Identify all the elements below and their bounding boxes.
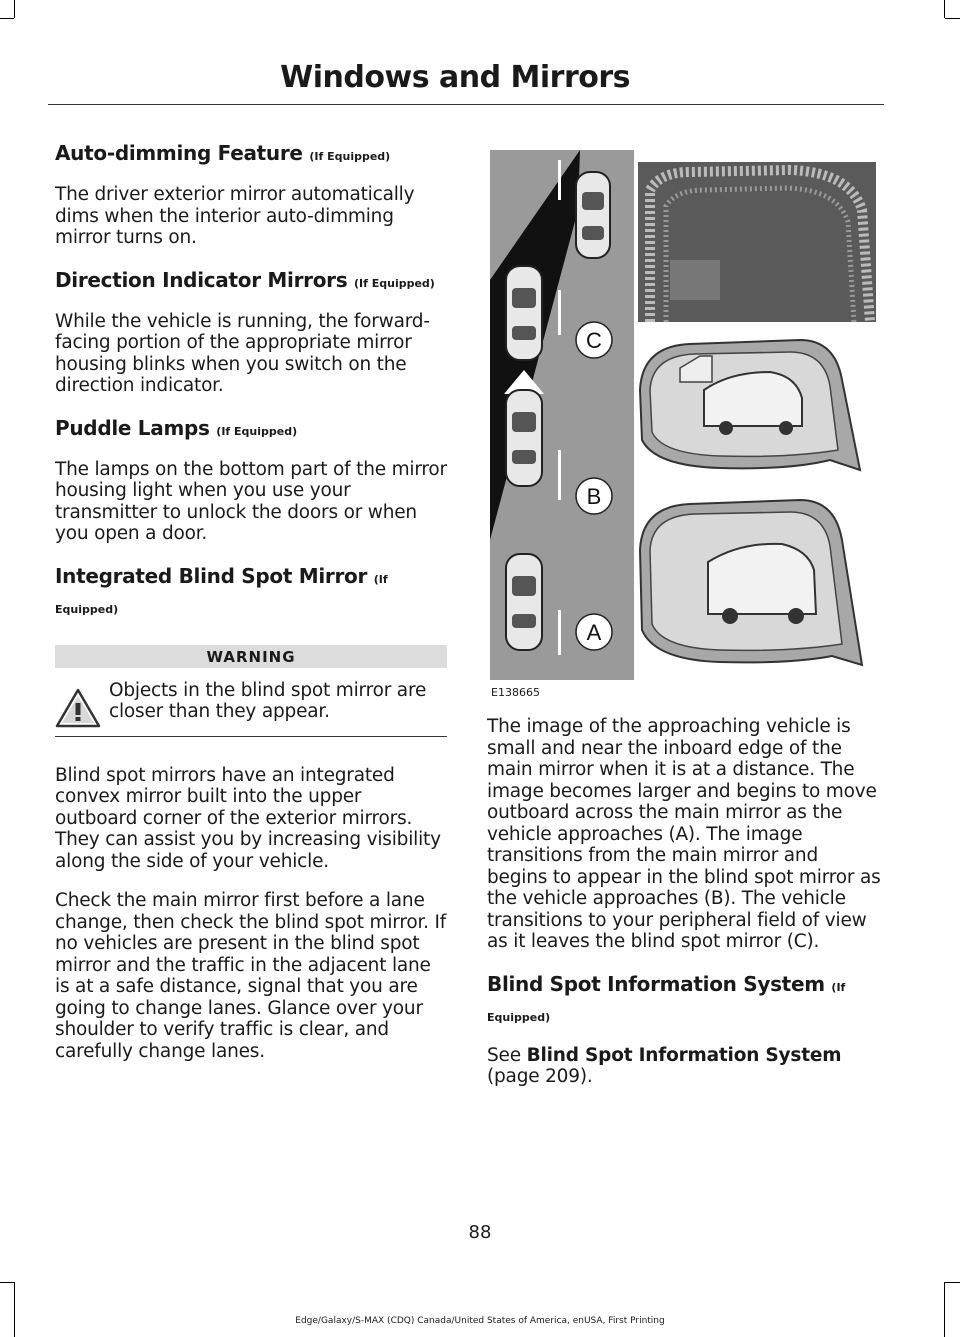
paragraph: Check the main mirror first before a lane change, then check the blind spot mirror. If no vehicles are present in the blind spot mirror and the traffic in the adjacent lane is at a safe distance, signal that you are going to change lanes. Glance over your shoulder to verify traffic is clear, and carefully change lanes. bbox=[55, 890, 447, 1062]
right-column bbox=[487, 716, 882, 1106]
section-heading bbox=[487, 971, 882, 1031]
crop-mark bbox=[14, 0, 15, 18]
header-divider bbox=[48, 104, 884, 105]
section-heading bbox=[55, 415, 447, 445]
car-icon bbox=[506, 266, 542, 360]
footer-text: Edge/Galaxy/S-MAX (CDQ) Canada/United States of America, enUSA, First Printing bbox=[295, 1316, 665, 1326]
warning-triangle-icon bbox=[55, 688, 101, 728]
svg-text:C: C bbox=[586, 328, 602, 353]
mirror-view-b bbox=[640, 340, 860, 470]
paragraph: The lamps on the bottom part of the mirror housing light when you use your transmitter to unlock the doors or when you open a door. bbox=[55, 458, 447, 544]
crop-mark bbox=[14, 1282, 15, 1337]
car-icon bbox=[576, 172, 610, 258]
equipped-note: (If Equipped) bbox=[55, 572, 388, 616]
page-reference: (page 209). bbox=[487, 1066, 593, 1087]
paragraph: While the vehicle is running, the forward-facing portion of the appropriate mirror housing blinks when you switch on the direction indicator. bbox=[55, 310, 430, 396]
crop-mark bbox=[944, 1282, 945, 1337]
crop-mark bbox=[945, 18, 960, 19]
car-icon bbox=[506, 390, 542, 486]
heading-text: Integrated Blind Spot Mirror bbox=[55, 563, 368, 588]
crop-mark bbox=[0, 1282, 14, 1283]
section-heading bbox=[55, 267, 447, 297]
warning-text: Objects in the blind spot mirror are closer than they appear. bbox=[109, 679, 427, 722]
left-column bbox=[55, 140, 447, 1080]
equipped-note: (If Equipped) bbox=[354, 276, 435, 290]
paragraph: The image of the approaching vehicle is small and near the inboard edge of the main mirror when it is at a distance. The image becomes larger and begins to move outboard across the main mirror as the vehicle approaches (A). The image transitions from the main mirror and begins to appear in the blind spot mirror as the vehicle approaches (B). The vehicle transitions to your peripheral field of view as it leaves the blind spot mirror (C). bbox=[487, 716, 881, 952]
heading-text: Auto-dimming Feature bbox=[55, 141, 303, 165]
heading-text: Puddle Lamps bbox=[55, 415, 210, 440]
section-heading bbox=[55, 563, 447, 623]
warning-box bbox=[55, 668, 447, 737]
label-b bbox=[576, 478, 612, 514]
peripheral-view-panel bbox=[638, 162, 876, 322]
blind-spot-mirror-figure bbox=[490, 150, 880, 685]
svg-text:B: B bbox=[586, 484, 602, 509]
equipped-note: (If Equipped) bbox=[487, 980, 846, 1024]
page-title: Windows and Mirrors bbox=[280, 60, 630, 95]
crop-mark bbox=[945, 1282, 960, 1283]
section-heading bbox=[55, 140, 447, 170]
paragraph: Blind spot mirrors have an integrated convex mirror built into the upper outboard corner of the exterior mirrors. They can assist you by increasing visibility along the side of your vehicle. bbox=[55, 764, 441, 872]
warning-header: WARNING bbox=[55, 645, 447, 668]
crop-mark bbox=[0, 18, 14, 19]
label-c bbox=[576, 322, 612, 358]
equipped-note: (If Equipped) bbox=[309, 150, 391, 163]
mirror-view-a bbox=[640, 500, 862, 665]
crop-mark bbox=[944, 0, 945, 18]
svg-text:A: A bbox=[586, 620, 602, 645]
figure-code: E138665 bbox=[491, 686, 540, 699]
heading-text: Direction Indicator Mirrors bbox=[55, 267, 348, 292]
heading-text: Blind Spot Information System bbox=[487, 971, 825, 996]
paragraph: The driver exterior mirror automatically dims when the interior auto-dimming mirror turns on. bbox=[55, 184, 415, 248]
see-prefix: See bbox=[487, 1044, 521, 1066]
cross-reference-link[interactable]: Blind Spot Information System bbox=[526, 1044, 842, 1066]
page-number: 88 bbox=[468, 1222, 492, 1243]
car-icon bbox=[506, 554, 542, 650]
label-a bbox=[576, 614, 612, 650]
paragraph bbox=[487, 1045, 882, 1088]
equipped-note: (If Equipped) bbox=[216, 424, 298, 438]
